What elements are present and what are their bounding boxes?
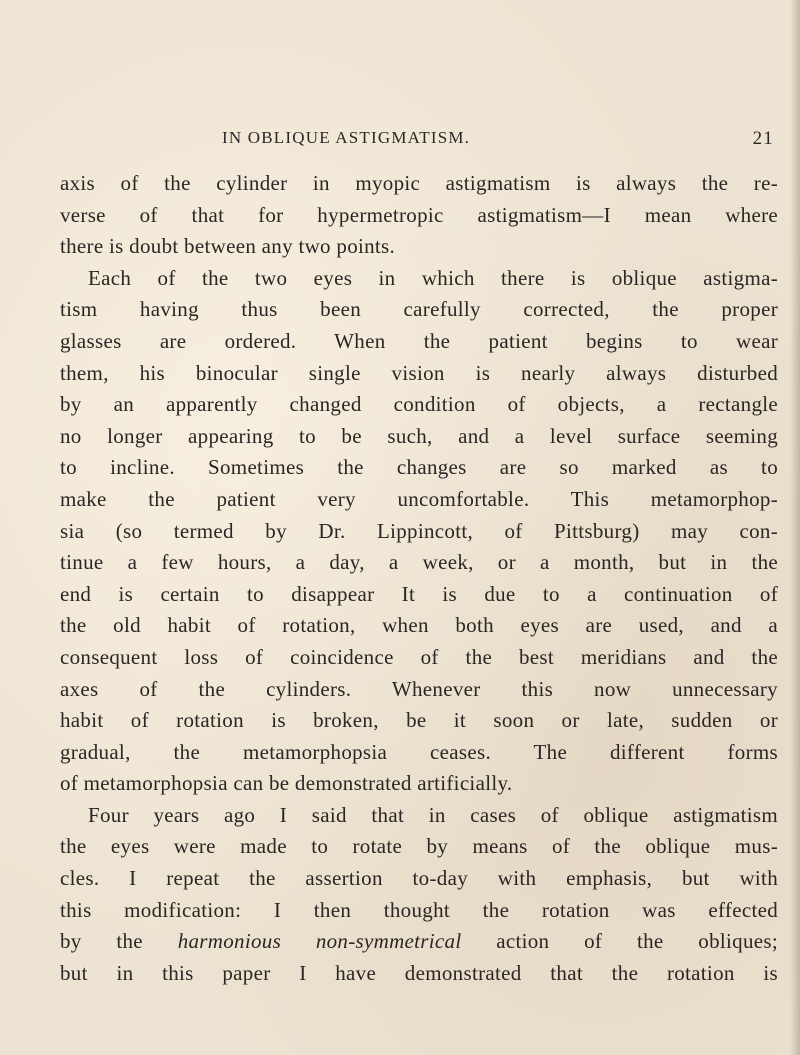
page-edge-shadow [790, 0, 800, 1055]
text-line: habit of rotation is broken, be it soon or late, sudden or [60, 708, 778, 733]
text-line: tism having thus been carefully corrected, the proper [60, 297, 778, 322]
text-line: sia (so termed by Dr. Lippincott, of Pittsburg) may con- [60, 518, 778, 543]
text-line: tinue a few hours, a day, a week, or a month, but in the [60, 550, 778, 575]
text-line: axes of the cylinders. Whenever this now unnecessary [60, 676, 778, 701]
text-line: verse of that for hypermetropic astigmatism—I mean where [60, 202, 778, 227]
text-line: to incline. Sometimes the changes are so marked as to [60, 455, 778, 480]
running-head [222, 128, 774, 152]
text-line: the old habit of rotation, when both eyes are used, and a [60, 613, 778, 638]
text-line: them, his binocular single vision is nearly always disturbed [60, 360, 778, 385]
text-line: but in this paper I have demonstrated that the rotation is [60, 960, 778, 985]
body-text [60, 168, 778, 989]
text-line: consequent loss of coincidence of the best meridians and the [60, 644, 778, 669]
text-line: no longer appearing to be such, and a level surface seeming [60, 423, 778, 448]
text-line: axis of the cylinder in myopic astigmatism is always the re- [60, 171, 778, 195]
text-line: glasses are ordered. When the patient begins to wear [60, 328, 778, 353]
text-line: make the patient very uncomfortable. This metamorphop- [60, 486, 778, 511]
text-line: by the harmonious non-symmetrical action of the obliques; [60, 929, 779, 954]
text-line: of metamorphopsia can be demonstrated artificially. [60, 771, 513, 796]
running-title: IN OBLIQUE ASTIGMATISM. [222, 128, 471, 147]
text-line: Four years ago I said that in cases of oblique astigmatism [88, 802, 778, 827]
text-line: cles. I repeat the assertion to-day with emphasis, but with [60, 866, 778, 891]
text-line: there is doubt between any two points. [60, 234, 396, 259]
text-line: gradual, the metamorphopsia ceases. The different forms [60, 739, 778, 764]
text-line: end is certain to disappear It is due to a continuation of [60, 581, 778, 606]
text-line: this modification: I then thought the rotation was effected [60, 897, 778, 922]
text-line: Each of the two eyes in which there is oblique astigma- [88, 265, 778, 290]
text-line: the eyes were made to rotate by means of the oblique mus- [60, 834, 778, 859]
text-line: by an apparently changed condition of objects, a rectangle [60, 392, 778, 417]
page-number: 21 [752, 128, 774, 149]
italic-phrase: harmonious non-symmetrical [177, 929, 462, 954]
